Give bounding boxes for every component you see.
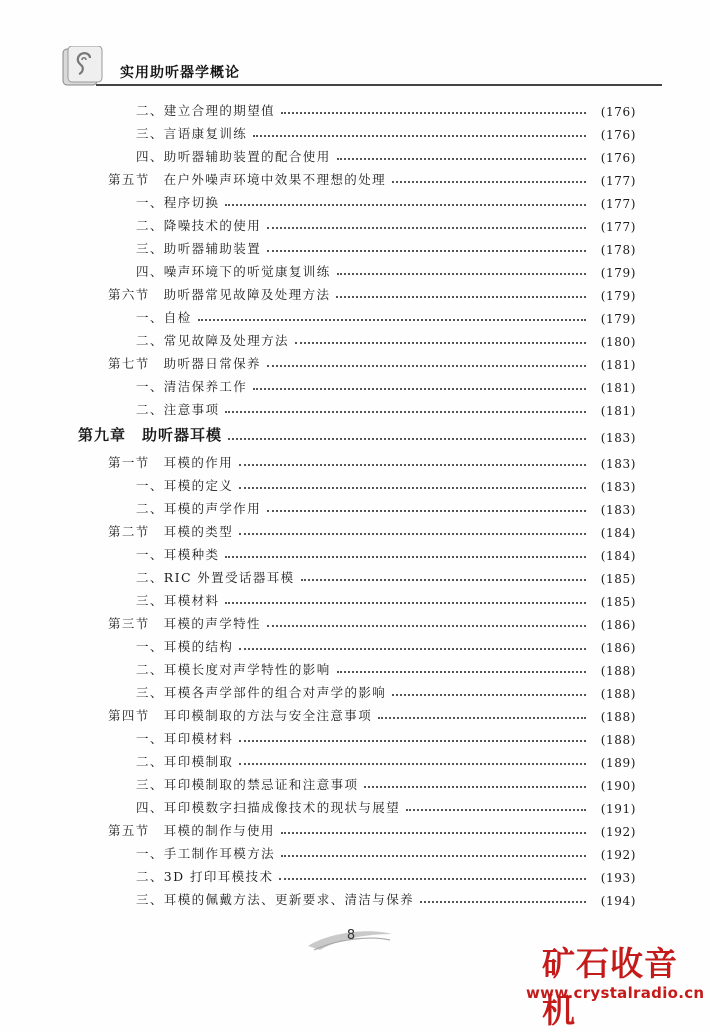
toc-section: [0, 519, 710, 541]
toc-page-number: (193): [600, 871, 636, 885]
toc-page-number: (183): [600, 480, 636, 494]
dot-leader: [281, 832, 586, 834]
toc-page-number: (186): [600, 641, 636, 655]
toc-entry-title: 二、常见故障及处理方法: [136, 333, 289, 348]
dot-leader: [337, 671, 586, 673]
toc-page-number: (188): [600, 733, 636, 747]
toc-page-number: (181): [600, 381, 636, 395]
toc-section: [0, 351, 710, 373]
dot-leader: [267, 625, 586, 627]
toc-subsection: [0, 473, 710, 495]
toc-page-number: (192): [600, 825, 636, 839]
toc-subsection: [0, 588, 710, 610]
dot-leader: [406, 809, 586, 811]
toc-entry-title: 第一节 耳模的作用: [108, 455, 234, 470]
toc-subsection: [0, 190, 710, 212]
dot-leader: [281, 112, 586, 114]
toc-subsection: [0, 236, 710, 258]
toc-entry-title: 一、清洁保养工作: [136, 379, 248, 394]
ear-icon: [62, 46, 104, 88]
toc-entry-title: 二、耳印模制取: [136, 754, 234, 769]
toc-page-number: (184): [600, 526, 636, 540]
dot-leader: [253, 388, 586, 390]
toc-subsection: [0, 496, 710, 518]
toc-entry-title: 一、耳模的结构: [136, 639, 234, 654]
toc-entry-title: 三、耳模的佩戴方法、更新要求、清洁与保养: [136, 892, 415, 907]
toc-entry-title: 一、耳印模材料: [136, 731, 234, 746]
dot-leader: [295, 342, 586, 344]
toc-page-number: (180): [600, 335, 636, 349]
toc-entry-title: 二、3D 打印耳模技术: [136, 869, 274, 884]
dot-leader: [239, 763, 586, 765]
toc-entry-title: 一、自检: [136, 310, 192, 325]
toc-entry-title: 第二节 耳模的类型: [108, 524, 234, 539]
dot-leader: [420, 901, 586, 903]
dot-leader: [279, 878, 586, 880]
dot-leader: [228, 438, 586, 440]
dot-leader: [239, 464, 586, 466]
dot-leader: [239, 740, 586, 742]
toc-section: [0, 282, 710, 304]
page-number: 8: [346, 928, 356, 943]
dot-leader: [281, 855, 586, 857]
toc-page-number: (179): [600, 312, 636, 326]
toc-page-number: (176): [600, 128, 636, 142]
toc-entry-title: 一、程序切换: [136, 195, 220, 210]
dot-leader: [337, 158, 586, 160]
toc-page-number: (179): [600, 266, 636, 280]
page-number-ornament: [300, 920, 400, 960]
toc-page-number: (183): [600, 503, 636, 517]
toc-page-number: (176): [600, 105, 636, 119]
dot-leader: [337, 273, 586, 275]
dot-leader: [364, 786, 586, 788]
toc-subsection: [0, 98, 710, 120]
dot-leader: [239, 487, 586, 489]
dot-leader: [225, 556, 586, 558]
toc-page-number: (183): [600, 431, 636, 445]
toc-entry-title: 四、助听器辅助装置的配合使用: [136, 149, 331, 164]
toc-page-number: (188): [600, 687, 636, 701]
dot-leader: [267, 250, 586, 252]
toc-entry-title: 第七节 助听器日常保养: [108, 356, 261, 371]
toc-page-number: (178): [600, 243, 636, 257]
toc-page-number: (188): [600, 710, 636, 724]
toc-subsection: [0, 328, 710, 350]
toc-page-number: (184): [600, 549, 636, 563]
dot-leader: [392, 694, 586, 696]
toc-page-number: (177): [600, 220, 636, 234]
toc-subsection: [0, 795, 710, 817]
toc-page-number: (183): [600, 457, 636, 471]
dot-leader: [392, 181, 586, 183]
toc-subsection: [0, 213, 710, 235]
toc-entry-title: 二、建立合理的期望值: [136, 103, 276, 118]
toc-page-number: (191): [600, 802, 636, 816]
toc-page-number: (185): [600, 595, 636, 609]
toc-page-number: (192): [600, 848, 636, 862]
header-rule: [96, 84, 662, 86]
toc-entry-title: 一、手工制作耳模方法: [136, 846, 276, 861]
toc-entry-title: 四、噪声环境下的听觉康复训练: [136, 264, 331, 279]
toc-entry-title: 四、耳印模数字扫描成像技术的现状与展望: [136, 800, 401, 815]
toc-entry-title: 二、注意事项: [136, 402, 220, 417]
toc-entry-title: 第四节 耳印模制取的方法与安全注意事项: [108, 708, 373, 723]
toc-entry-title: 一、耳模的定义: [136, 478, 234, 493]
toc-entry-title: 第九章 助听器耳模: [78, 426, 223, 444]
toc-entry-title: 第五节 耳模的制作与使用: [108, 823, 275, 838]
toc-subsection: [0, 565, 710, 587]
toc-subsection: [0, 259, 710, 281]
toc-page-number: (181): [600, 404, 636, 418]
toc-subsection: [0, 749, 710, 771]
dot-leader: [239, 533, 586, 535]
dot-leader: [198, 319, 586, 321]
watermark-url: www.crystalradio.cn: [526, 984, 705, 1002]
toc-entry-title: 第三节 耳模的声学特性: [108, 616, 261, 631]
watermark-brand: 矿石收音机: [542, 944, 678, 1030]
toc-page-number: (177): [600, 174, 636, 188]
dot-leader: [267, 510, 586, 512]
toc-entry-title: 三、助听器辅助装置: [136, 241, 262, 256]
dot-leader: [253, 135, 586, 137]
dot-leader: [239, 648, 586, 650]
dot-leader: [336, 296, 586, 298]
toc-entry-title: 三、耳模材料: [136, 593, 220, 608]
toc-subsection: [0, 841, 710, 863]
toc-subsection: [0, 374, 710, 396]
toc-page-number: (177): [600, 197, 636, 211]
toc-section: [0, 167, 710, 189]
toc-entry-title: 三、耳印模制取的禁忌证和注意事项: [136, 777, 359, 792]
toc-subsection: [0, 144, 710, 166]
toc-entry-title: 第六节 助听器常见故障及处理方法: [108, 287, 331, 302]
toc-subsection: [0, 657, 710, 679]
toc-section: [0, 450, 710, 472]
toc-page-number: (179): [600, 289, 636, 303]
toc-subsection: [0, 121, 710, 143]
toc-page-number: (190): [600, 779, 636, 793]
book-title: 实用助听器学概论: [120, 65, 240, 81]
toc-chapter: [0, 424, 710, 446]
toc-entry-title: 二、耳模长度对声学特性的影响: [136, 662, 331, 677]
toc-subsection: [0, 726, 710, 748]
toc-entry-title: 三、言语康复训练: [136, 126, 248, 141]
toc-page-number: (186): [600, 618, 636, 632]
toc-page-number: (188): [600, 664, 636, 678]
toc-entry-title: 第五节 在户外噪声环境中效果不理想的处理: [108, 172, 387, 187]
dot-leader: [378, 717, 586, 719]
toc-page-number: (176): [600, 151, 636, 165]
dot-leader: [267, 365, 586, 367]
toc-entry-title: 二、耳模的声学作用: [136, 501, 262, 516]
toc-subsection: [0, 864, 710, 886]
toc-section: [0, 818, 710, 840]
toc-entry-title: 二、RIC 外置受话器耳模: [136, 570, 295, 585]
running-header: [62, 44, 662, 92]
dot-leader: [267, 227, 586, 229]
toc-section: [0, 703, 710, 725]
toc-page-number: (185): [600, 572, 636, 586]
toc-subsection: [0, 542, 710, 564]
toc-entry-title: 三、耳模各声学部件的组合对声学的影响: [136, 685, 387, 700]
toc-subsection: [0, 397, 710, 419]
dot-leader: [225, 602, 586, 604]
toc-subsection: [0, 634, 710, 656]
toc-page-number: (189): [600, 756, 636, 770]
toc-subsection: [0, 772, 710, 794]
toc-subsection: [0, 887, 710, 909]
toc-subsection: [0, 305, 710, 327]
toc-subsection: [0, 680, 710, 702]
dot-leader: [301, 579, 586, 581]
toc-section: [0, 611, 710, 633]
toc-page-number: (194): [600, 894, 636, 908]
dot-leader: [225, 411, 586, 413]
toc-entry-title: 二、降噪技术的使用: [136, 218, 262, 233]
dot-leader: [225, 204, 586, 206]
toc-page-number: (181): [600, 358, 636, 372]
toc-entry-title: 一、耳模种类: [136, 547, 220, 562]
